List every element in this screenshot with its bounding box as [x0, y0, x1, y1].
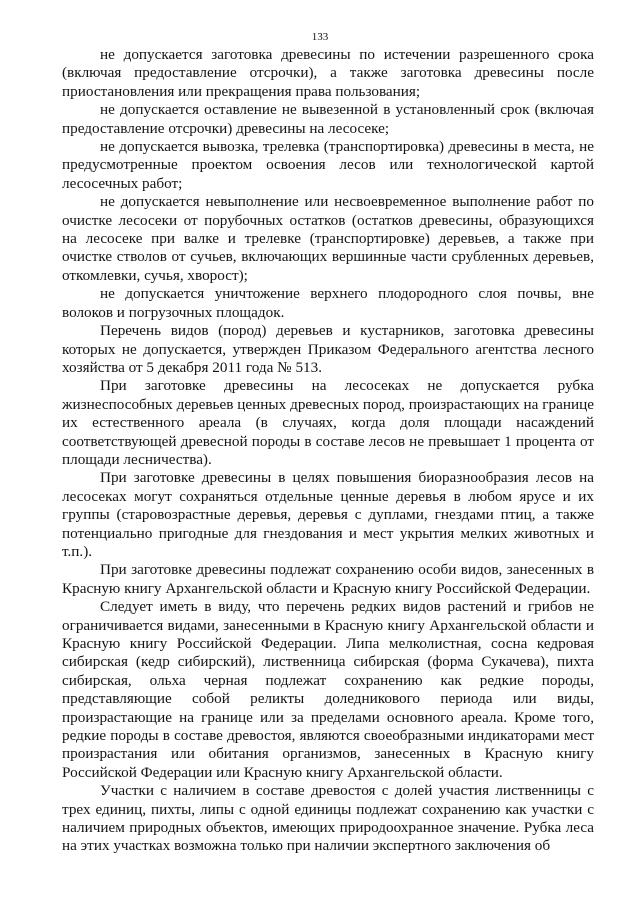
paragraph-9: При заготовке древесины подлежат сохранению особи видов, занесенных в Красную книгу Архангельской области и Красную книгу Российской Федерации.	[62, 561, 594, 597]
paragraph-3: не допускается вывозка, трелевка (транспортировка) древесины в места, не предусмотренные проектом освоения лесов или технологической картой лесосечных работ;	[62, 138, 594, 192]
paragraph-7: При заготовке древесины на лесосеках не допускается рубка жизнеспособных деревьев ценных древесных пород, произрастающих на границе их естественного ареала (в случаях, когда доля площади насаждений соответствующей древесной породы в составе лесов не превышает 1 процента от площади лесничества).	[62, 377, 594, 468]
paragraph-1: не допускается заготовка древесины по истечении разрешенного срока (включая предоставление отсрочки), а также заготовка древесины после приостановления или прекращения права пользования;	[62, 46, 594, 100]
paragraph-6: Перечень видов (пород) деревьев и кустарников, заготовка древесины которых не допускается, утвержден Приказом Федерального агентства лесного хозяйства от 5 декабря 2011 года № 513.	[62, 322, 594, 376]
paragraph-11: Участки с наличием в составе древостоя с долей участия лиственницы с трех единиц, пихты, липы с одной единицы подлежат сохранению как участки с наличием природных объектов, имеющих природоохранное значение. Рубка леса на этих участках возможна только при наличии экспертного заключения об	[62, 782, 594, 855]
page-number: 133	[311, 31, 329, 43]
paragraph-5: не допускается уничтожение верхнего плодородного слоя почвы, вне волоков и погрузочных площадок.	[62, 285, 594, 321]
document-body	[62, 46, 594, 856]
paragraph-2: не допускается оставление не вывезенной в установленный срок (включая предоставление отсрочки) древесины на лесосеке;	[62, 101, 594, 137]
paragraph-10: Следует иметь в виду, что перечень редких видов растений и грибов не ограничивается видами, занесенными в Красную книгу Архангельской области и Красную книгу Российской Федерации. Липа мелколистная, сосна кедровая сибирская (кедр сибирский), лиственница сибирская (форма Сукачева), пихта сибирская, ольха черная подлежат сохранению как редкие породы, представляющие собой реликты доледникового периода или виды, произрастающие на границе или за пределами основного ареала. Кроме того, редкие породы в составе древостоя, являются своеобразными индикаторами мест произрастания или обитания организмов, занесенных в Красную книгу Российской Федерации или Красную книгу Архангельской области.	[62, 598, 594, 781]
paragraph-8: При заготовке древесины в целях повышения биоразнообразия лесов на лесосеках могут сохраняться отдельные ценные деревья в любом ярусе и их группы (старовозрастные деревья, деревья с дуплами, гнездами птиц, а также потенциально пригодные для гнездования и мест укрытия мелких животных и т.п.).	[62, 469, 594, 560]
paragraph-4: не допускается невыполнение или несвоевременное выполнение работ по очистке лесосеки от порубочных остатков (остатков древесины, образующихся на лесосеке при валке и трелевке (транспортировке) деревьев, а также при очистке стволов от сучьев, включающих вершинные части срубленных деревьев, откомлевки, сучья, хворост);	[62, 193, 594, 284]
